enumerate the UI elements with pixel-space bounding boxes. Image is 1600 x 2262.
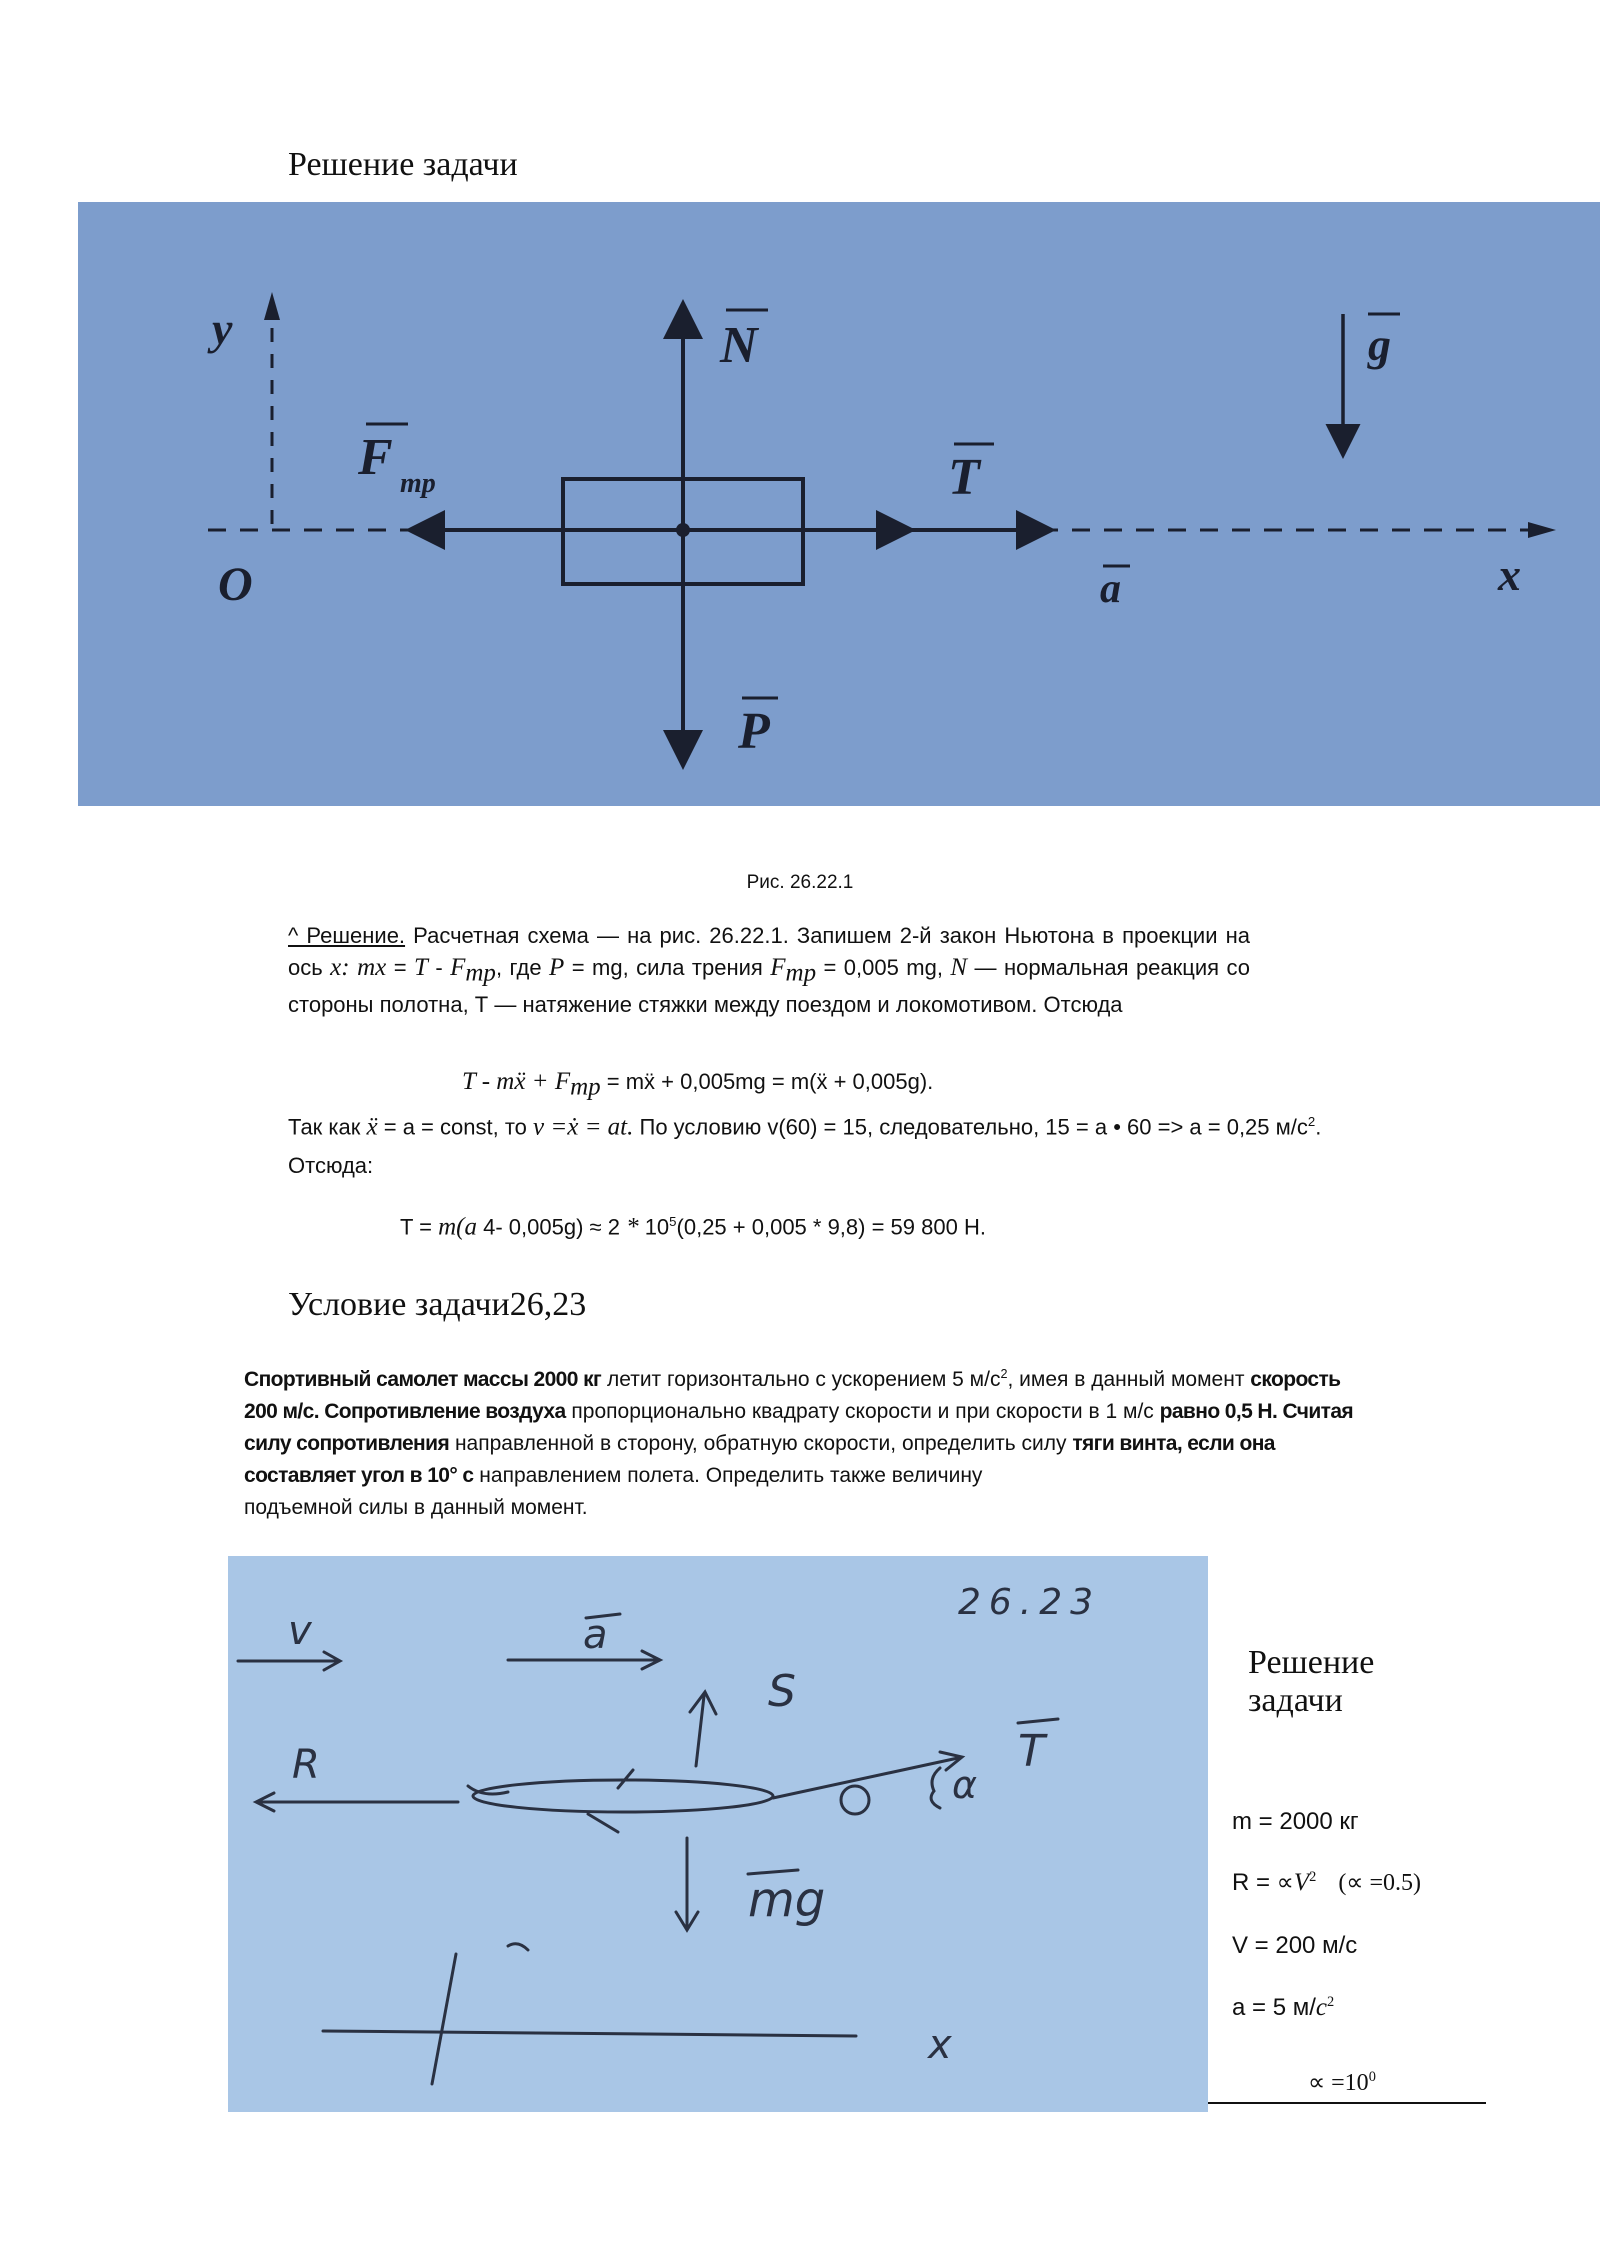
label-F: F bbox=[358, 429, 393, 486]
y-axis-arrow-icon bbox=[264, 292, 280, 320]
ground-line bbox=[323, 2031, 856, 2036]
condition-line-3: силу сопротивления направленной в сторону, обратную скорости, определить силу тяги винта, если она bbox=[244, 1432, 1275, 1455]
hence-label: Отсюда: bbox=[288, 1153, 374, 1178]
label-g: g bbox=[1368, 319, 1391, 370]
label-origin: O bbox=[218, 558, 253, 611]
acceleration-paragraph: Так как ẍ = a = const, то v =ẋ = at. По условию v(60) = 15, следовательно, 15 = a • 60 => a = 0,25 $м/с^2$. bbox=[288, 1113, 1322, 1141]
label-v-sketch: v bbox=[288, 1608, 312, 1654]
label-F-sub: тр bbox=[400, 468, 436, 499]
squiggle-mark bbox=[508, 1944, 528, 1950]
airplane-body bbox=[473, 1780, 773, 1812]
label-R-sketch: R bbox=[292, 1742, 320, 1788]
label-y: y bbox=[212, 303, 233, 354]
label-N: N bbox=[720, 317, 758, 374]
x-axis-arrow-icon bbox=[1528, 522, 1556, 538]
bar-T-sketch bbox=[1018, 1719, 1058, 1723]
given-acceleration: a = 5 $м/c^2$ bbox=[1232, 1994, 1335, 2021]
solution-lead: ^ Решение. bbox=[288, 923, 406, 948]
condition-line-2: 200 м/с. Сопротивление воздуха пропорционально квадрату скорости и при скорости в 1 м/с равно 0,5 Н. Считая bbox=[244, 1400, 1354, 1423]
given-underline bbox=[1208, 2102, 1486, 2104]
label-alpha-sketch: α bbox=[952, 1763, 978, 1807]
problem-number-label: 26.23 bbox=[958, 1582, 1102, 1623]
section-title-condition: Условие задачи26,23 bbox=[288, 1286, 587, 1323]
label-P: P bbox=[738, 703, 770, 760]
condition-line-1: Спортивный самолет массы 2000 кг летит горизонтально с ускорением 5 $м/с^2$, имея в данный момент скорость bbox=[244, 1367, 1341, 1391]
given-angle: ∝ $=10^0$ bbox=[1308, 2069, 1376, 2096]
section-title-solution: Решение задачи bbox=[288, 146, 518, 183]
center-point bbox=[676, 523, 690, 537]
label-a-sketch: a bbox=[583, 1612, 608, 1658]
condition-text bbox=[244, 1358, 1584, 1524]
angle-bracket bbox=[931, 1768, 940, 1808]
airplane-sketch bbox=[228, 1556, 1208, 2112]
condition-line-4: составляет угол в 10° с направлением полета. Определить также величину bbox=[244, 1464, 983, 1487]
equation-result: T = m(a 4- $0,005g) \approx 2 * 10^5(0,25 + 0,005 * 9,8) = 59$ 800 Н. bbox=[400, 1213, 986, 1241]
arrow-S bbox=[696, 1696, 704, 1766]
label-x-sketch: x bbox=[928, 2022, 952, 2068]
airplane-propeller bbox=[841, 1786, 869, 1814]
label-T-sketch: T bbox=[1018, 1726, 1045, 1777]
figure-26-23-sketch bbox=[228, 1556, 1208, 2112]
label-x: x bbox=[1498, 549, 1521, 600]
given-resistance: $R = \propto V^2$ (∝ =0.5) bbox=[1232, 1869, 1421, 1896]
side-solution-title: Решение задачи bbox=[1248, 1644, 1375, 1719]
given-mass: m = 2000 кг bbox=[1232, 1808, 1359, 1835]
condition-line-5: подъемной силы в данный момент. bbox=[244, 1496, 588, 1519]
equation-tension: T - mẍ + $F_{тр}$ = mẍ + 0,005mg = m(ẍ + 0,005g). bbox=[462, 1068, 934, 1101]
label-mg-sketch: mg bbox=[748, 1872, 826, 1928]
figure-caption: Рис. 26.22.1 bbox=[746, 872, 854, 893]
given-velocity: V = 200 м/с bbox=[1232, 1932, 1358, 1959]
figure-26-22-1 bbox=[78, 202, 1600, 806]
y-tick bbox=[432, 1954, 456, 2084]
solution-paragraph: ^ Решение. Расчетная схема — на рис. 26.22.1. Запишем 2-й закон Ньютона в проекции на ось x: mx = T - $F_{тр}$, где P = mg, сила трения $F_{тр} = 0,005$ mg, N — нормальная реакция со стороны полотна, Т — натяжение стяжки между поездом и локомотивом. Отсюда bbox=[288, 923, 1250, 1018]
airplane-wing bbox=[588, 1814, 618, 1832]
label-S-sketch: S bbox=[768, 1666, 796, 1717]
label-a: a bbox=[1100, 566, 1121, 612]
label-T: T bbox=[948, 449, 980, 506]
force-diagram bbox=[78, 202, 1600, 806]
